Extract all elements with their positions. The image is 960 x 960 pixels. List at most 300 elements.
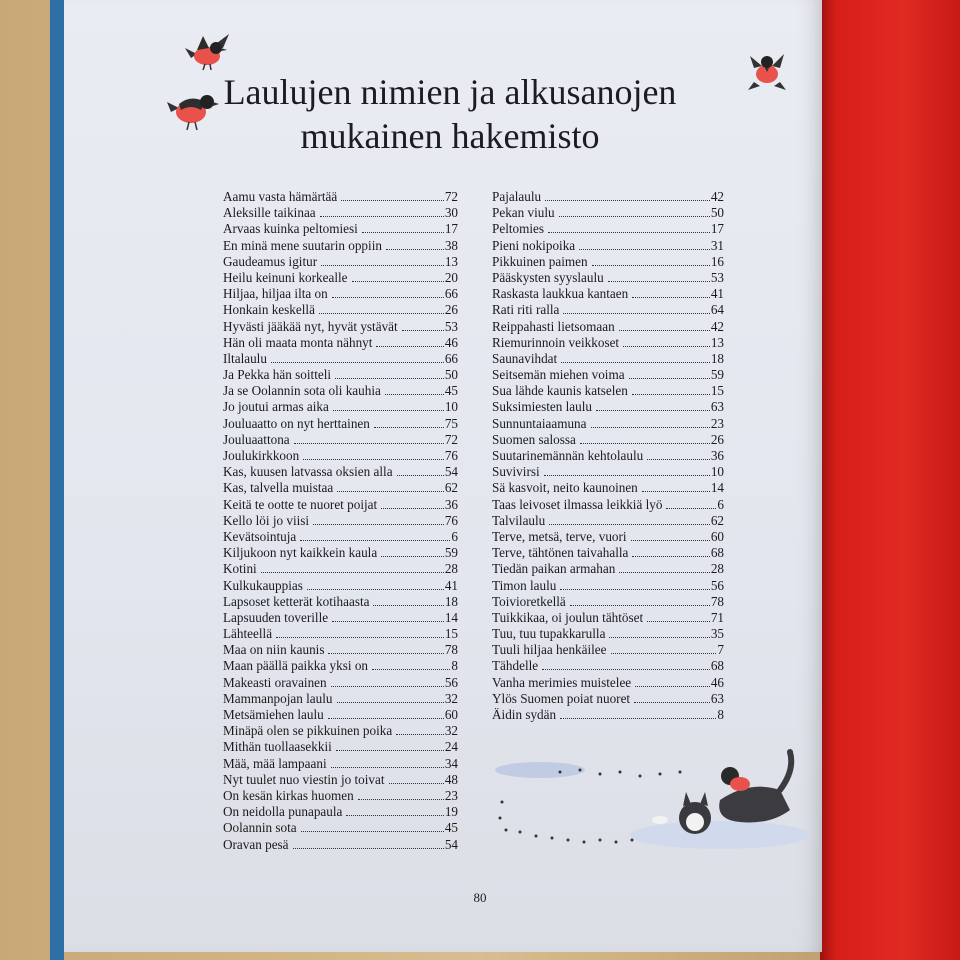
dot-leader — [592, 251, 710, 266]
song-title: Pekan viulu — [492, 205, 555, 221]
dot-leader — [548, 218, 710, 233]
dot-leader — [328, 704, 444, 719]
dot-leader — [596, 396, 710, 411]
index-column-right — [492, 186, 724, 720]
dot-leader — [372, 655, 450, 670]
dot-leader — [579, 235, 710, 250]
book-cover-red — [820, 0, 960, 960]
song-page-number: 16 — [710, 253, 724, 269]
dot-leader — [635, 672, 710, 687]
song-title: Oravan pesä — [223, 836, 289, 852]
index-entry — [492, 380, 724, 399]
index-entry — [492, 494, 724, 510]
song-title: Suksimiesten laulu — [492, 399, 593, 415]
song-page-number: 15 — [710, 383, 724, 399]
song-title: Toivioretkellä — [492, 593, 566, 609]
song-title: Sunnuntaiaamuna — [492, 415, 587, 431]
song-title: Maan päällä paikka yksi on — [223, 658, 369, 674]
index-entry — [223, 380, 458, 399]
song-title: On neidolla punapaula — [223, 804, 343, 820]
song-title: Lapsoset ketterät kotihaasta — [223, 593, 370, 609]
song-page-number: 18 — [444, 593, 458, 609]
song-title: Tähdelle — [492, 658, 539, 674]
index-entry — [223, 769, 458, 785]
song-page-number: 7 — [717, 642, 724, 658]
song-title: Gaudeamus igitur — [223, 253, 318, 269]
index-entry — [492, 413, 724, 429]
song-title: Kulkukauppias — [223, 577, 303, 593]
index-entry — [223, 348, 458, 364]
index-entry — [223, 461, 458, 480]
dot-leader — [352, 267, 444, 282]
song-title: Riemurinnoin veikkoset — [492, 334, 620, 350]
index-column-left — [223, 186, 458, 850]
dot-leader — [623, 332, 710, 347]
song-title: Hiljaa, hiljaa ilta on — [223, 286, 328, 302]
dot-leader — [307, 575, 444, 590]
song-page-number: 10 — [710, 464, 724, 480]
song-page-number: 20 — [444, 269, 458, 285]
song-page-number: 59 — [444, 545, 458, 561]
song-title: Tiedän paikan armahan — [492, 561, 616, 577]
song-title: Suomen salossa — [492, 431, 576, 447]
song-title: Taas leivoset ilmassa leikkiä lyö — [492, 496, 663, 512]
dot-leader — [634, 688, 710, 703]
song-page-number: 17 — [710, 221, 724, 237]
song-title: Arvaas kuinka peltomiesi — [223, 221, 358, 237]
song-page-number: 14 — [444, 609, 458, 625]
dot-leader — [647, 607, 710, 622]
index-entry — [223, 510, 458, 526]
dot-leader — [358, 785, 444, 800]
page-title — [170, 70, 730, 158]
dot-leader — [336, 736, 444, 751]
dot-leader — [320, 202, 444, 217]
song-title: Äidin sydän — [492, 707, 557, 722]
song-page-number: 50 — [444, 367, 458, 383]
dot-leader — [549, 510, 710, 525]
index-entry — [223, 607, 458, 623]
dot-leader — [642, 477, 710, 492]
song-title: Maa on niin kaunis — [223, 642, 325, 658]
song-title: Mää, mää lampaani — [223, 755, 327, 771]
song-title: Kas, talvella muistaa — [223, 480, 334, 496]
bullfinch-illustration-1 — [183, 28, 235, 72]
dot-leader — [542, 655, 710, 670]
book-cover-edge-left — [50, 0, 64, 960]
song-page-number: 6 — [451, 528, 458, 544]
song-title: Lapsuuden toverille — [223, 609, 329, 625]
song-page-number: 68 — [710, 658, 724, 674]
song-title: Sua lähde kaunis katselen — [492, 383, 628, 399]
song-title: Heilu keinuni korkealle — [223, 269, 348, 285]
song-title: Raskasta laukkua kantaen — [492, 286, 629, 302]
song-page-number: 53 — [710, 269, 724, 285]
bullfinch-illustration-3 — [744, 46, 790, 94]
song-page-number: 46 — [710, 674, 724, 690]
index-entry — [492, 655, 724, 674]
index-entry — [492, 526, 724, 542]
song-page-number: 14 — [710, 480, 724, 496]
song-title: Ja se Oolannin sota oli kauhia — [223, 383, 381, 399]
song-title: Talvilaulu — [492, 512, 546, 528]
dot-leader — [293, 834, 444, 849]
index-entry — [492, 558, 724, 577]
song-title: Pieni nokipoika — [492, 237, 576, 253]
dot-leader — [396, 720, 444, 735]
song-page-number: 41 — [710, 286, 724, 302]
dot-leader — [397, 461, 444, 476]
song-title: Makeasti oravainen — [223, 674, 327, 690]
dot-leader — [560, 575, 709, 590]
song-title: Suutarinemännän kehtolaulu — [492, 448, 644, 463]
index-entry — [223, 364, 458, 383]
index-entry — [223, 202, 458, 221]
index-entry — [492, 251, 724, 267]
dot-leader — [261, 558, 444, 573]
dot-leader — [373, 591, 443, 606]
song-page-number: 78 — [710, 593, 724, 609]
dot-leader — [333, 396, 444, 411]
index-entry — [492, 299, 724, 318]
song-title: Ja Pekka hän soitteli — [223, 367, 332, 383]
song-page-number: 26 — [444, 302, 458, 318]
song-title: Vanha merimies muistelee — [492, 674, 632, 690]
index-entry — [223, 623, 458, 642]
song-title: Kevätsointuja — [223, 528, 297, 544]
song-page-number: 10 — [444, 399, 458, 415]
song-page-number: 45 — [444, 383, 458, 399]
dot-leader — [301, 817, 444, 832]
dot-leader — [332, 607, 444, 622]
dot-leader — [402, 316, 444, 331]
dot-leader — [611, 639, 717, 654]
dot-leader — [294, 429, 444, 444]
index-entry — [492, 575, 724, 591]
song-title: Kiljukoon nyt kaikkein kaula — [223, 545, 378, 561]
song-page-number: 26 — [710, 431, 724, 447]
song-page-number: 53 — [444, 318, 458, 334]
dot-leader — [385, 380, 444, 395]
dot-leader — [271, 348, 444, 363]
dot-leader — [337, 477, 444, 492]
song-page-number: 8 — [451, 658, 458, 674]
index-entry — [223, 655, 458, 674]
song-page-number: 66 — [444, 286, 458, 302]
song-page-number: 23 — [444, 787, 458, 803]
cat-and-bird-snow-illustration — [490, 740, 810, 860]
index-entry — [492, 202, 724, 221]
song-title: Terve, tähtönen taivahalla — [492, 545, 629, 561]
song-page-number: 30 — [444, 205, 458, 221]
index-entry — [492, 218, 724, 237]
dot-leader — [362, 218, 444, 233]
dot-leader — [381, 542, 444, 557]
dot-leader — [560, 704, 716, 719]
dot-leader — [647, 445, 710, 460]
index-entry — [223, 526, 458, 542]
index-entry — [223, 834, 458, 850]
index-entry — [223, 316, 458, 332]
song-page-number: 60 — [710, 528, 724, 544]
dot-leader — [331, 753, 444, 768]
index-entry — [223, 218, 458, 237]
song-page-number: 6 — [717, 496, 724, 512]
index-entry — [223, 558, 458, 577]
index-entry — [223, 413, 458, 429]
song-page-number: 72 — [444, 189, 458, 204]
index-entry — [492, 591, 724, 607]
dot-leader — [561, 348, 710, 363]
song-title: Hän oli maata monta nähnyt — [223, 334, 373, 350]
dot-leader — [328, 639, 443, 654]
index-entry — [492, 445, 724, 461]
page-title-line-1: Laulujen nimien ja alkusanojen — [223, 72, 677, 112]
song-page-number: 34 — [444, 755, 458, 771]
dot-leader — [303, 445, 444, 460]
song-title: En minä mene suutarin oppiin — [223, 237, 382, 253]
song-page-number: 15 — [444, 626, 458, 642]
song-page-number: 8 — [717, 707, 724, 722]
song-title: Kello löi jo viisi — [223, 512, 310, 528]
song-page-number: 59 — [710, 367, 724, 383]
dot-leader — [608, 267, 710, 282]
dot-leader — [319, 299, 444, 314]
song-title: Aleksille taikinaa — [223, 205, 316, 221]
index-entry — [492, 186, 724, 202]
song-page-number: 54 — [444, 836, 458, 852]
page-title-line-2: mukainen hakemisto — [300, 116, 600, 156]
song-title: Jouluaatto on nyt herttainen — [223, 415, 370, 431]
index-entry — [223, 704, 458, 720]
index-entry — [492, 332, 724, 348]
song-page-number: 62 — [710, 512, 724, 528]
song-page-number: 42 — [710, 189, 724, 204]
dot-leader — [337, 688, 444, 703]
song-title: Kas, kuusen latvassa oksien alla — [223, 464, 393, 480]
song-page-number: 13 — [710, 334, 724, 350]
dot-leader — [632, 283, 710, 298]
song-page-number: 28 — [444, 561, 458, 577]
song-title: Hyvästi jääkää nyt, hyvät ystävät — [223, 318, 398, 334]
index-entry — [492, 510, 724, 526]
index-entry — [223, 688, 458, 704]
index-entry — [492, 396, 724, 415]
song-page-number: 35 — [710, 626, 724, 642]
song-page-number: 66 — [444, 350, 458, 366]
index-entry — [223, 494, 458, 510]
song-page-number: 78 — [444, 642, 458, 658]
dot-leader — [389, 769, 444, 784]
song-page-number: 31 — [710, 237, 724, 253]
dot-leader — [629, 364, 710, 379]
dot-leader — [374, 413, 444, 428]
song-page-number: 56 — [444, 674, 458, 690]
song-title: Tuuli hiljaa henkäilee — [492, 642, 607, 658]
dot-leader — [591, 413, 710, 428]
index-entry — [223, 396, 458, 415]
song-page-number: 76 — [444, 448, 458, 463]
song-page-number: 18 — [710, 350, 724, 366]
song-page-number: 56 — [710, 577, 724, 593]
song-title: Oolannin sota — [223, 820, 297, 836]
song-page-number: 68 — [710, 545, 724, 561]
index-entry — [492, 542, 724, 561]
dot-leader — [619, 316, 710, 331]
index-entry — [492, 688, 724, 704]
song-page-number: 45 — [444, 820, 458, 836]
index-entry — [223, 332, 458, 348]
dot-leader — [321, 251, 444, 266]
index-entry — [492, 316, 724, 332]
dot-leader — [341, 186, 444, 201]
dot-leader — [666, 494, 716, 509]
index-entry — [223, 801, 458, 820]
dot-leader — [276, 623, 444, 638]
song-page-number: 63 — [710, 399, 724, 415]
index-entry — [492, 429, 724, 445]
index-entry — [492, 348, 724, 364]
song-title: Pajalaulu — [492, 189, 542, 204]
song-page-number: 24 — [444, 739, 458, 755]
index-entry — [223, 736, 458, 755]
song-title: Metsämiehen laulu — [223, 707, 324, 722]
index-entry — [223, 639, 458, 658]
song-title: Mammanpojan laulu — [223, 690, 333, 706]
song-title: Seitsemän miehen voima — [492, 367, 625, 383]
song-page-number: 41 — [444, 577, 458, 593]
song-page-number: 23 — [710, 415, 724, 431]
song-title: Joulukirkkoon — [223, 448, 300, 463]
song-title: Terve, metsä, terve, vuori — [492, 528, 627, 544]
index-entry — [223, 591, 458, 607]
song-title: Keitä te ootte te nuoret poijat — [223, 496, 378, 512]
song-page-number: 62 — [444, 480, 458, 496]
song-page-number: 13 — [444, 253, 458, 269]
song-page-number: 38 — [444, 237, 458, 253]
index-entry — [223, 445, 458, 461]
index-entry — [223, 575, 458, 591]
index-entry — [492, 704, 724, 720]
index-entry — [492, 461, 724, 480]
dot-leader — [609, 623, 709, 638]
dot-leader — [335, 364, 444, 379]
index-entry — [223, 753, 458, 769]
index-entry — [223, 283, 458, 302]
song-page-number: 17 — [444, 221, 458, 237]
dot-leader — [332, 283, 444, 298]
song-page-number: 63 — [710, 690, 724, 706]
song-title: Suvivirsi — [492, 464, 540, 480]
song-title: On kesän kirkas huomen — [223, 787, 354, 803]
song-page-number: 32 — [444, 723, 458, 739]
dot-leader — [559, 202, 710, 217]
song-title: Nyt tuulet nuo viestin jo toivat — [223, 771, 385, 787]
song-title: Mithän tuollaasekkii — [223, 739, 332, 755]
index-entry — [492, 607, 724, 623]
song-title: Tuikkikaa, oi joulun tähtöset — [492, 609, 644, 625]
dot-leader — [300, 526, 450, 541]
song-title: Aamu vasta hämärtää — [223, 189, 338, 204]
song-page-number: 72 — [444, 431, 458, 447]
song-page-number: 50 — [710, 205, 724, 221]
dot-leader — [313, 510, 444, 525]
song-title: Peltomies — [492, 221, 545, 237]
index-entry — [492, 477, 724, 496]
song-page-number: 28 — [710, 561, 724, 577]
index-entry — [492, 364, 724, 383]
index-entry — [492, 235, 724, 251]
song-page-number: 36 — [444, 496, 458, 512]
index-entry — [492, 639, 724, 658]
index-entry — [492, 672, 724, 688]
song-title: Pikkuinen paimen — [492, 253, 588, 269]
song-page-number: 54 — [444, 464, 458, 480]
dot-leader — [632, 542, 709, 557]
song-title: Timon laulu — [492, 577, 557, 593]
song-title: Pääskysten syyslaulu — [492, 269, 604, 285]
dot-leader — [631, 526, 710, 541]
page-number: 80 — [473, 890, 487, 905]
song-title: Saunavihdat — [492, 350, 558, 366]
song-title: Ylös Suomen poiat nuoret — [492, 690, 631, 706]
dot-leader — [570, 591, 710, 606]
song-title: Jouluaattona — [223, 431, 290, 447]
dot-leader — [632, 380, 710, 395]
index-entry — [492, 267, 724, 283]
song-title: Iltalaulu — [223, 350, 267, 366]
index-entry — [223, 186, 458, 202]
song-page-number: 19 — [444, 804, 458, 820]
index-entry — [223, 267, 458, 283]
song-title: Sä kasvoit, neito kaunoinen — [492, 480, 638, 496]
dot-leader — [386, 235, 444, 250]
song-page-number: 76 — [444, 512, 458, 528]
dot-leader — [376, 332, 443, 347]
song-title: Minäpä olen se pikkuinen poika — [223, 723, 393, 739]
dot-leader — [544, 461, 710, 476]
song-title: Tuu, tuu tupakkarulla — [492, 626, 606, 642]
index-entry — [223, 235, 458, 251]
index-entry — [492, 283, 724, 302]
dot-leader — [580, 429, 710, 444]
dot-leader — [331, 672, 444, 687]
song-page-number: 42 — [710, 318, 724, 334]
song-page-number: 71 — [710, 609, 724, 625]
song-page-number: 64 — [710, 302, 724, 318]
index-entry — [223, 429, 458, 445]
song-page-number: 48 — [444, 771, 458, 787]
index-entry — [223, 672, 458, 688]
song-page-number: 75 — [444, 415, 458, 431]
index-entry — [223, 817, 458, 836]
index-entry — [223, 299, 458, 318]
dot-leader — [619, 558, 710, 573]
index-entry — [223, 720, 458, 739]
song-page-number: 32 — [444, 690, 458, 706]
index-entry — [223, 542, 458, 561]
index-entry — [223, 477, 458, 496]
song-title: Jo joutui armas aika — [223, 399, 329, 415]
song-page-number: 60 — [444, 707, 458, 722]
dot-leader — [381, 494, 444, 509]
song-title: Honkain keskellä — [223, 302, 315, 318]
index-entry — [223, 251, 458, 267]
index-entry — [223, 785, 458, 801]
dot-leader — [346, 801, 443, 816]
song-title: Rati riti ralla — [492, 302, 560, 318]
song-page-number: 46 — [444, 334, 458, 350]
